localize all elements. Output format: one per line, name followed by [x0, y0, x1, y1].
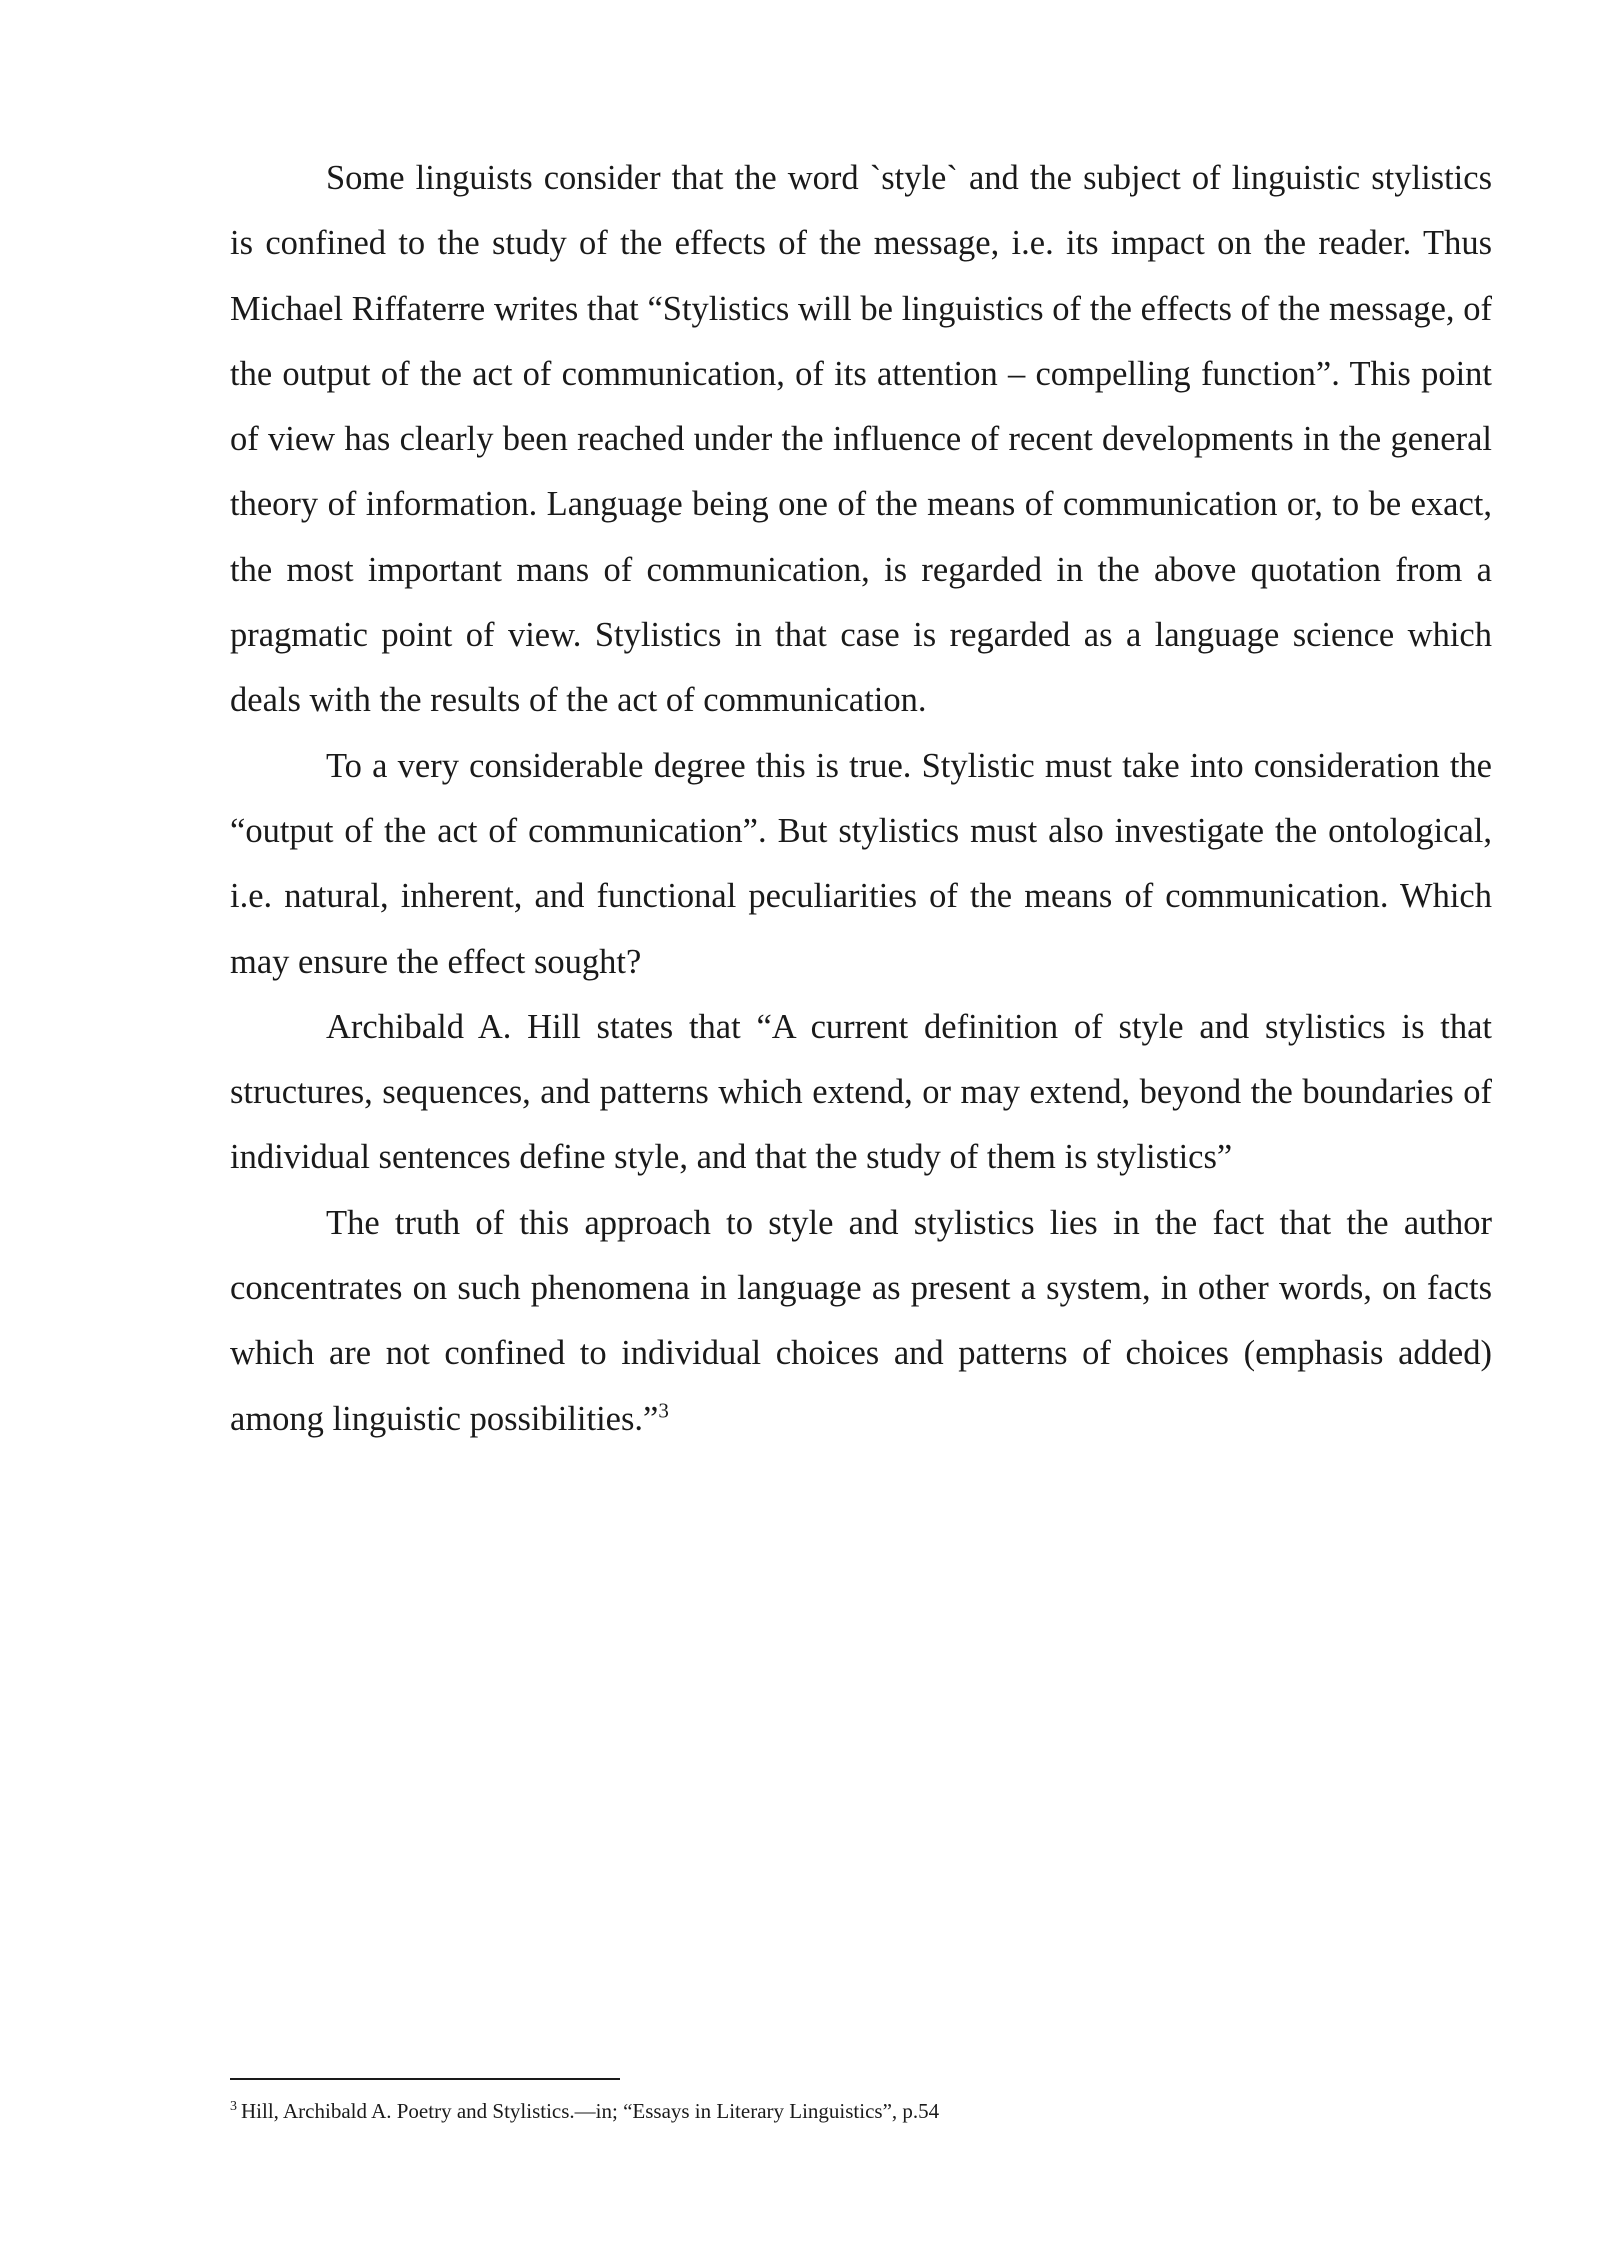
footnote-divider — [230, 2078, 620, 2080]
paragraph-1-text: Some linguists consider that the word `style` and the subject of linguistic stylistics is confined to the study of the effects of the message, i.e. its impact on the reader. Thus Michael Riffaterre writes that “Stylistics will be linguistics of the effects of the message, of the output of the act of communication, of its attention – compelling function”. This point of view has clearly been reached under the influence of recent developments in the general theory of information. Language being one of the means of communication or, to be exact, the most important mans of communication, is regarded in the above quotation from a pragmatic point of view. Stylistics in that case is regarded as a language science which deals with the results of the act of communication. — [230, 159, 1492, 720]
footnote-reference[interactable]: 3 — [658, 1398, 669, 1423]
footnote-text: Hill, Archibald A. Poetry and Stylistics.—in; “Essays in Literary Linguistics”, p.54 — [241, 2099, 940, 2123]
footnote — [230, 2096, 1492, 2126]
paragraph-4 — [230, 1191, 1492, 1452]
paragraph-1 — [230, 146, 1492, 734]
paragraph-2-text: To a very considerable degree this is true. Stylistic must take into consideration the “output of the act of communication”. But stylistics must also investigate the ontological, i.e. natural, inherent, and functional peculiarities of the means of communication. Which may ensure the effect sought? — [230, 746, 1492, 981]
paragraph-3-text: Archibald A. Hill states that “A current definition of style and stylistics is that structures, sequences, and patterns which extend, or may extend, beyond the boundaries of individual sentences define style, and that the study of them is stylistics” — [230, 1007, 1492, 1177]
paragraph-4-text: The truth of this approach to style and stylistics lies in the fact that the author concentrates on such phenomena in language as present a system, in other words, on facts which are not confined to individual choices and patterns of choices (emphasis added) among linguistic possibilities.” — [230, 1203, 1492, 1438]
paragraph-2 — [230, 734, 1492, 995]
body-text — [230, 146, 1492, 1452]
paragraph-3 — [230, 995, 1492, 1191]
footnote-mark: 3 — [230, 2099, 237, 2114]
